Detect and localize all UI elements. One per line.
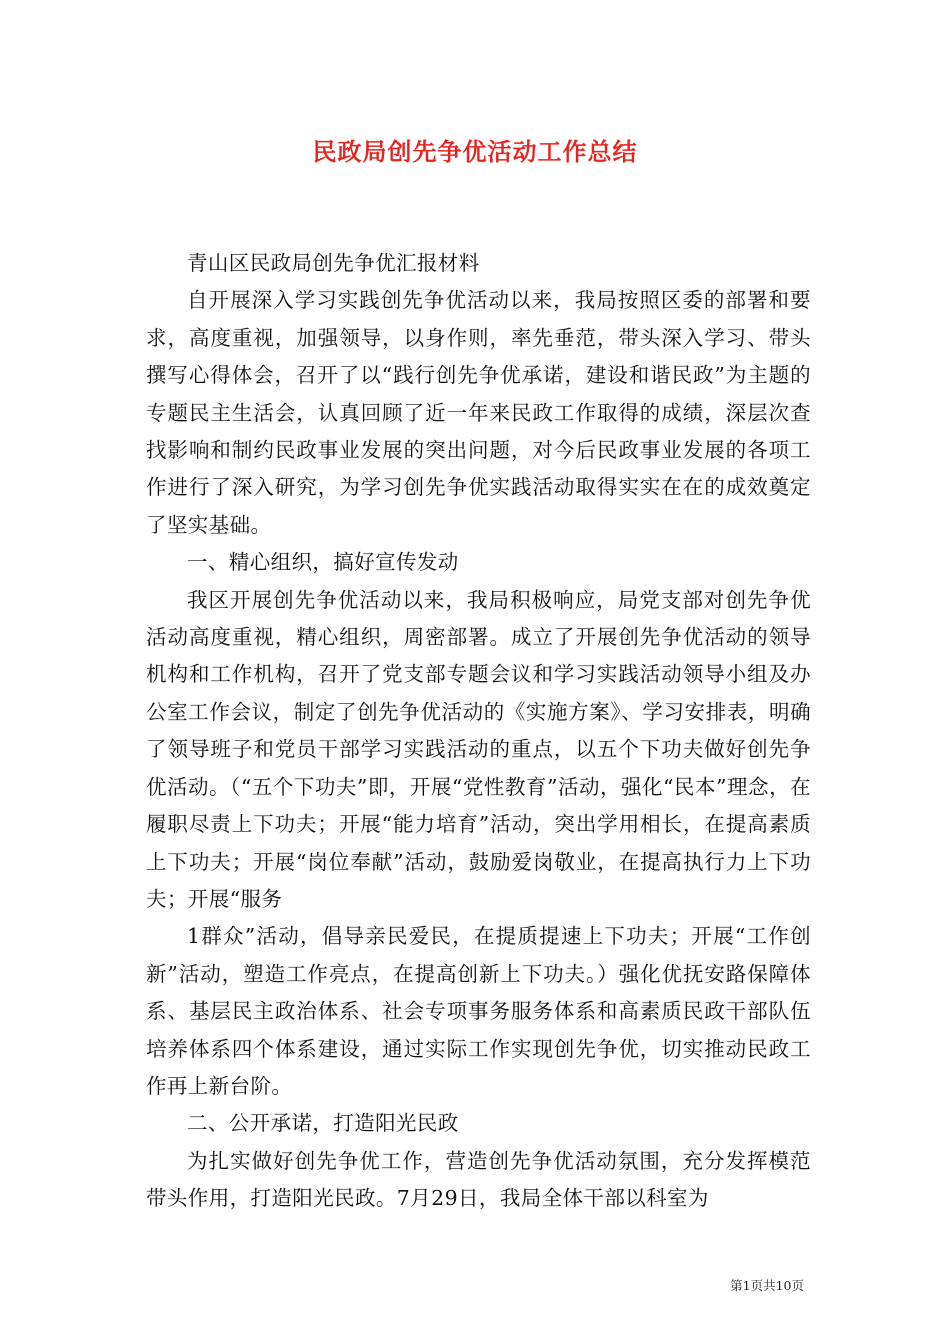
section-heading-2: 二、公开承诺，打造阳光民政 bbox=[187, 1111, 459, 1136]
paragraph-section-1-cont: 1群众”活动，倡导亲民爱民，在提质提速上下功夫；开展“工作创新”活动，塑造工作亮点，在提高创新上下功夫。）强化优抚安路保障体系、基层民主政治体系、社会专项事务服务体系和高素质民政干部队伍培养体系四个体系建设，通过实际工作实现创先争优，切实推动民政工作再上新台阶。 bbox=[146, 924, 811, 1098]
paragraph-section-1: 我区开展创先争优活动以来，我局积极响应，局党支部对创先争优活动高度重视，精心组织，周密部署。成立了开展创先争优活动的领导机构和工作机构，召开了党支部专题会议和学习实践活动领导小组及办公室工作会议，制定了创先争优活动的《实施方案》、学习安排表，明确了领导班子和党员干部学习实践活动的重点，以五个下功夫做好创先争优活动。（“五个下功夫”即，开展“党性教育”活动，强化“民本”理念，在履职尽责上下功夫；开展“能力培育”活动，突出学用相长，在提高素质上下功夫；开展“岗位奉献”活动，鼓励爱岗敬业，在提高执行力上下功夫；开展“服务 bbox=[146, 587, 811, 911]
page-number-footer: 第1页共10页 bbox=[730, 1278, 804, 1293]
document-body bbox=[146, 245, 811, 1218]
paragraph-intro: 自开展深入学习实践创先争优活动以来，我局按照区委的部署和要求，高度重视，加强领导，以身作则，率先垂范，带头深入学习、带头撰写心得体会，召开了以“践行创先争优承诺，建设和谐民政”为主题的专题民主生活会，认真回顾了近一年来民政工作取得的成绩，深层次查找影响和制约民政事业发展的突出问题，对今后民政事业发展的各项工作进行了深入研究，为学习创先争优实践活动取得实实在在的成效奠定了坚实基础。 bbox=[146, 288, 811, 537]
document-title: 民政局创先争优活动工作总结 bbox=[312, 137, 638, 166]
paragraph-section-2: 为扎实做好创先争优工作，营造创先争优活动氛围，充分发挥模范带头作用，打造阳光民政。7月29日，我局全体干部以科室为 bbox=[146, 1148, 811, 1211]
document-subtitle: 青山区民政局创先争优汇报材料 bbox=[187, 251, 480, 275]
section-heading-1: 一、精心组织，搞好宣传发动 bbox=[187, 550, 459, 575]
